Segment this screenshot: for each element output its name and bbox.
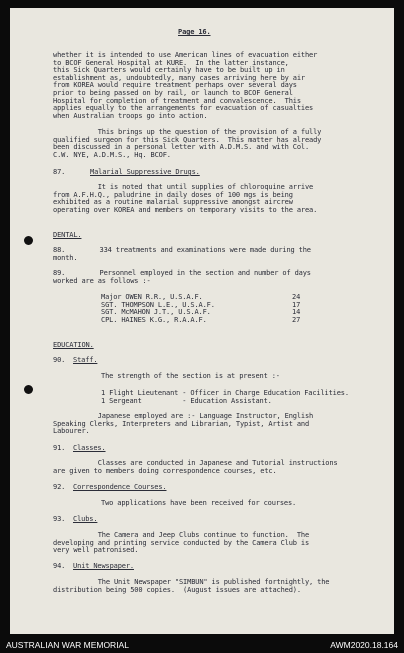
section-heading: Correspondence Courses. — [73, 483, 167, 491]
personnel-days: 27 — [292, 315, 301, 324]
body-line: Two applications have been received for courses. — [101, 499, 297, 507]
dental-heading: DENTAL. — [53, 231, 82, 239]
body-line: 334 treatments and examinations were made during the — [67, 246, 311, 254]
page-title: Page 16. — [178, 28, 211, 36]
body-line: operating over KOREA and members on temporary visits to the area. — [53, 205, 318, 214]
staff-line: 1 Flight Lieutenant - Officer in Charge Education Facilities. — [101, 389, 349, 397]
body-line: The strength of the section is at present :- — [101, 372, 280, 380]
personnel-days: 24 — [292, 293, 301, 301]
body-line: are given to members doing correspondence courses, etc. — [53, 466, 277, 475]
section-heading: Clubs. — [73, 515, 98, 523]
section-number: 91. — [53, 444, 66, 452]
intro-line: to BCOF General Hospital at KURE. In the latter instance, — [53, 58, 289, 67]
education-heading: EDUCATION. — [53, 341, 94, 349]
personnel-name: SGT. McMAHON J.T., U.S.A.F. — [101, 308, 211, 317]
footer-source: AUSTRALIAN WAR MEMORIAL — [6, 640, 129, 650]
section-heading: Unit Newspaper. — [73, 562, 134, 570]
intro-line: whether it is intended to use American lines of evacuation either — [53, 51, 318, 59]
body-line: Personnel employed in the section and number of days — [67, 269, 311, 277]
surgeon-line: been discussed in a personal letter with A.D.M.S. and with Col. — [53, 143, 310, 152]
intro-line: this Sick Quarters would certainly have to be built up in — [53, 66, 285, 75]
intro-line: from KOREA would require treatment perhaps over several days — [53, 81, 297, 90]
staff-line: 1 Sergeant - Education Assistant. — [101, 396, 272, 405]
section-number: 93. — [53, 515, 66, 523]
body-line: from A.F.H.Q., paludrine in daily doses of 100 mgs is being — [53, 190, 293, 199]
punch-hole-icon — [24, 385, 33, 394]
body-line: Speaking Clerks, Interpreters and Librarian, Typist, Artist and — [53, 419, 310, 428]
body-line: distribution being 500 copies. (August issues are attached). — [53, 585, 301, 594]
footer-accession: AWM2020.18.164 — [330, 640, 398, 650]
body-line: worked are as follows :- — [53, 276, 151, 285]
body-line: developing and printing service conducted by the Camera Club is — [53, 538, 310, 547]
surgeon-line: qualified surgeon for this Sick Quarters. This matter has already — [53, 135, 322, 144]
section-heading: Malarial Suppressive Drugs. — [90, 168, 200, 176]
personnel-name: CPL. HAINES K.G., R.A.A.F. — [101, 315, 207, 324]
body-line: Labourer. — [53, 427, 90, 436]
body-line: It is noted that until supplies of chloroquine arrive — [53, 183, 314, 191]
section-number: 94. — [53, 562, 66, 570]
body-line: Classes are conducted in Japanese and Tutorial instructions — [53, 459, 338, 467]
intro-line: establishment as, undoubtedly, many cases arriving here by air — [53, 73, 305, 82]
body-line: very well patronised. — [53, 546, 139, 555]
section-number: 90. — [53, 356, 66, 364]
body-line: The Unit Newspaper "SIMBUN" is published fortnightly, the — [53, 578, 330, 586]
archive-footer — [0, 637, 404, 653]
section-number: 89. — [53, 269, 66, 277]
personnel-name: Major OWEN R.R., U.S.A.F. — [101, 293, 203, 301]
body-line: Japanese employed are :- Language Instructor, English — [53, 412, 314, 420]
body-line: The Camera and Jeep Clubs continue to function. The — [53, 531, 310, 539]
surgeon-line: C.W. NYE, A.D.M.S., Hq. BCOF. — [53, 150, 171, 159]
body-line: month. — [53, 253, 78, 262]
document-page — [10, 8, 394, 634]
surgeon-line: This brings up the question of the provision of a fully — [53, 128, 322, 136]
section-heading: Staff. — [73, 356, 98, 364]
intro-line: prior to being passed on by rail, or launch to BCOF General — [53, 89, 293, 97]
punch-hole-icon — [24, 236, 33, 245]
intro-line: applies equally to the arrangements for evacuation of casualties — [53, 104, 314, 113]
intro-line: Hospital for completion of treatment and convalescence. This — [53, 96, 301, 105]
section-heading: Classes. — [73, 444, 106, 452]
section-number: 92. — [53, 483, 66, 491]
body-line: exhibited as a routine malarial suppressive amongst aircrew — [53, 198, 293, 207]
personnel-days: 17 — [292, 300, 301, 309]
section-number: 88. — [53, 246, 66, 254]
personnel-days: 14 — [292, 308, 301, 317]
personnel-name: SGT. THOMPSON L.E., U.S.A.F. — [101, 300, 215, 309]
section-number: 87. — [53, 168, 66, 176]
intro-line: when Australian troops go into action. — [53, 111, 208, 120]
